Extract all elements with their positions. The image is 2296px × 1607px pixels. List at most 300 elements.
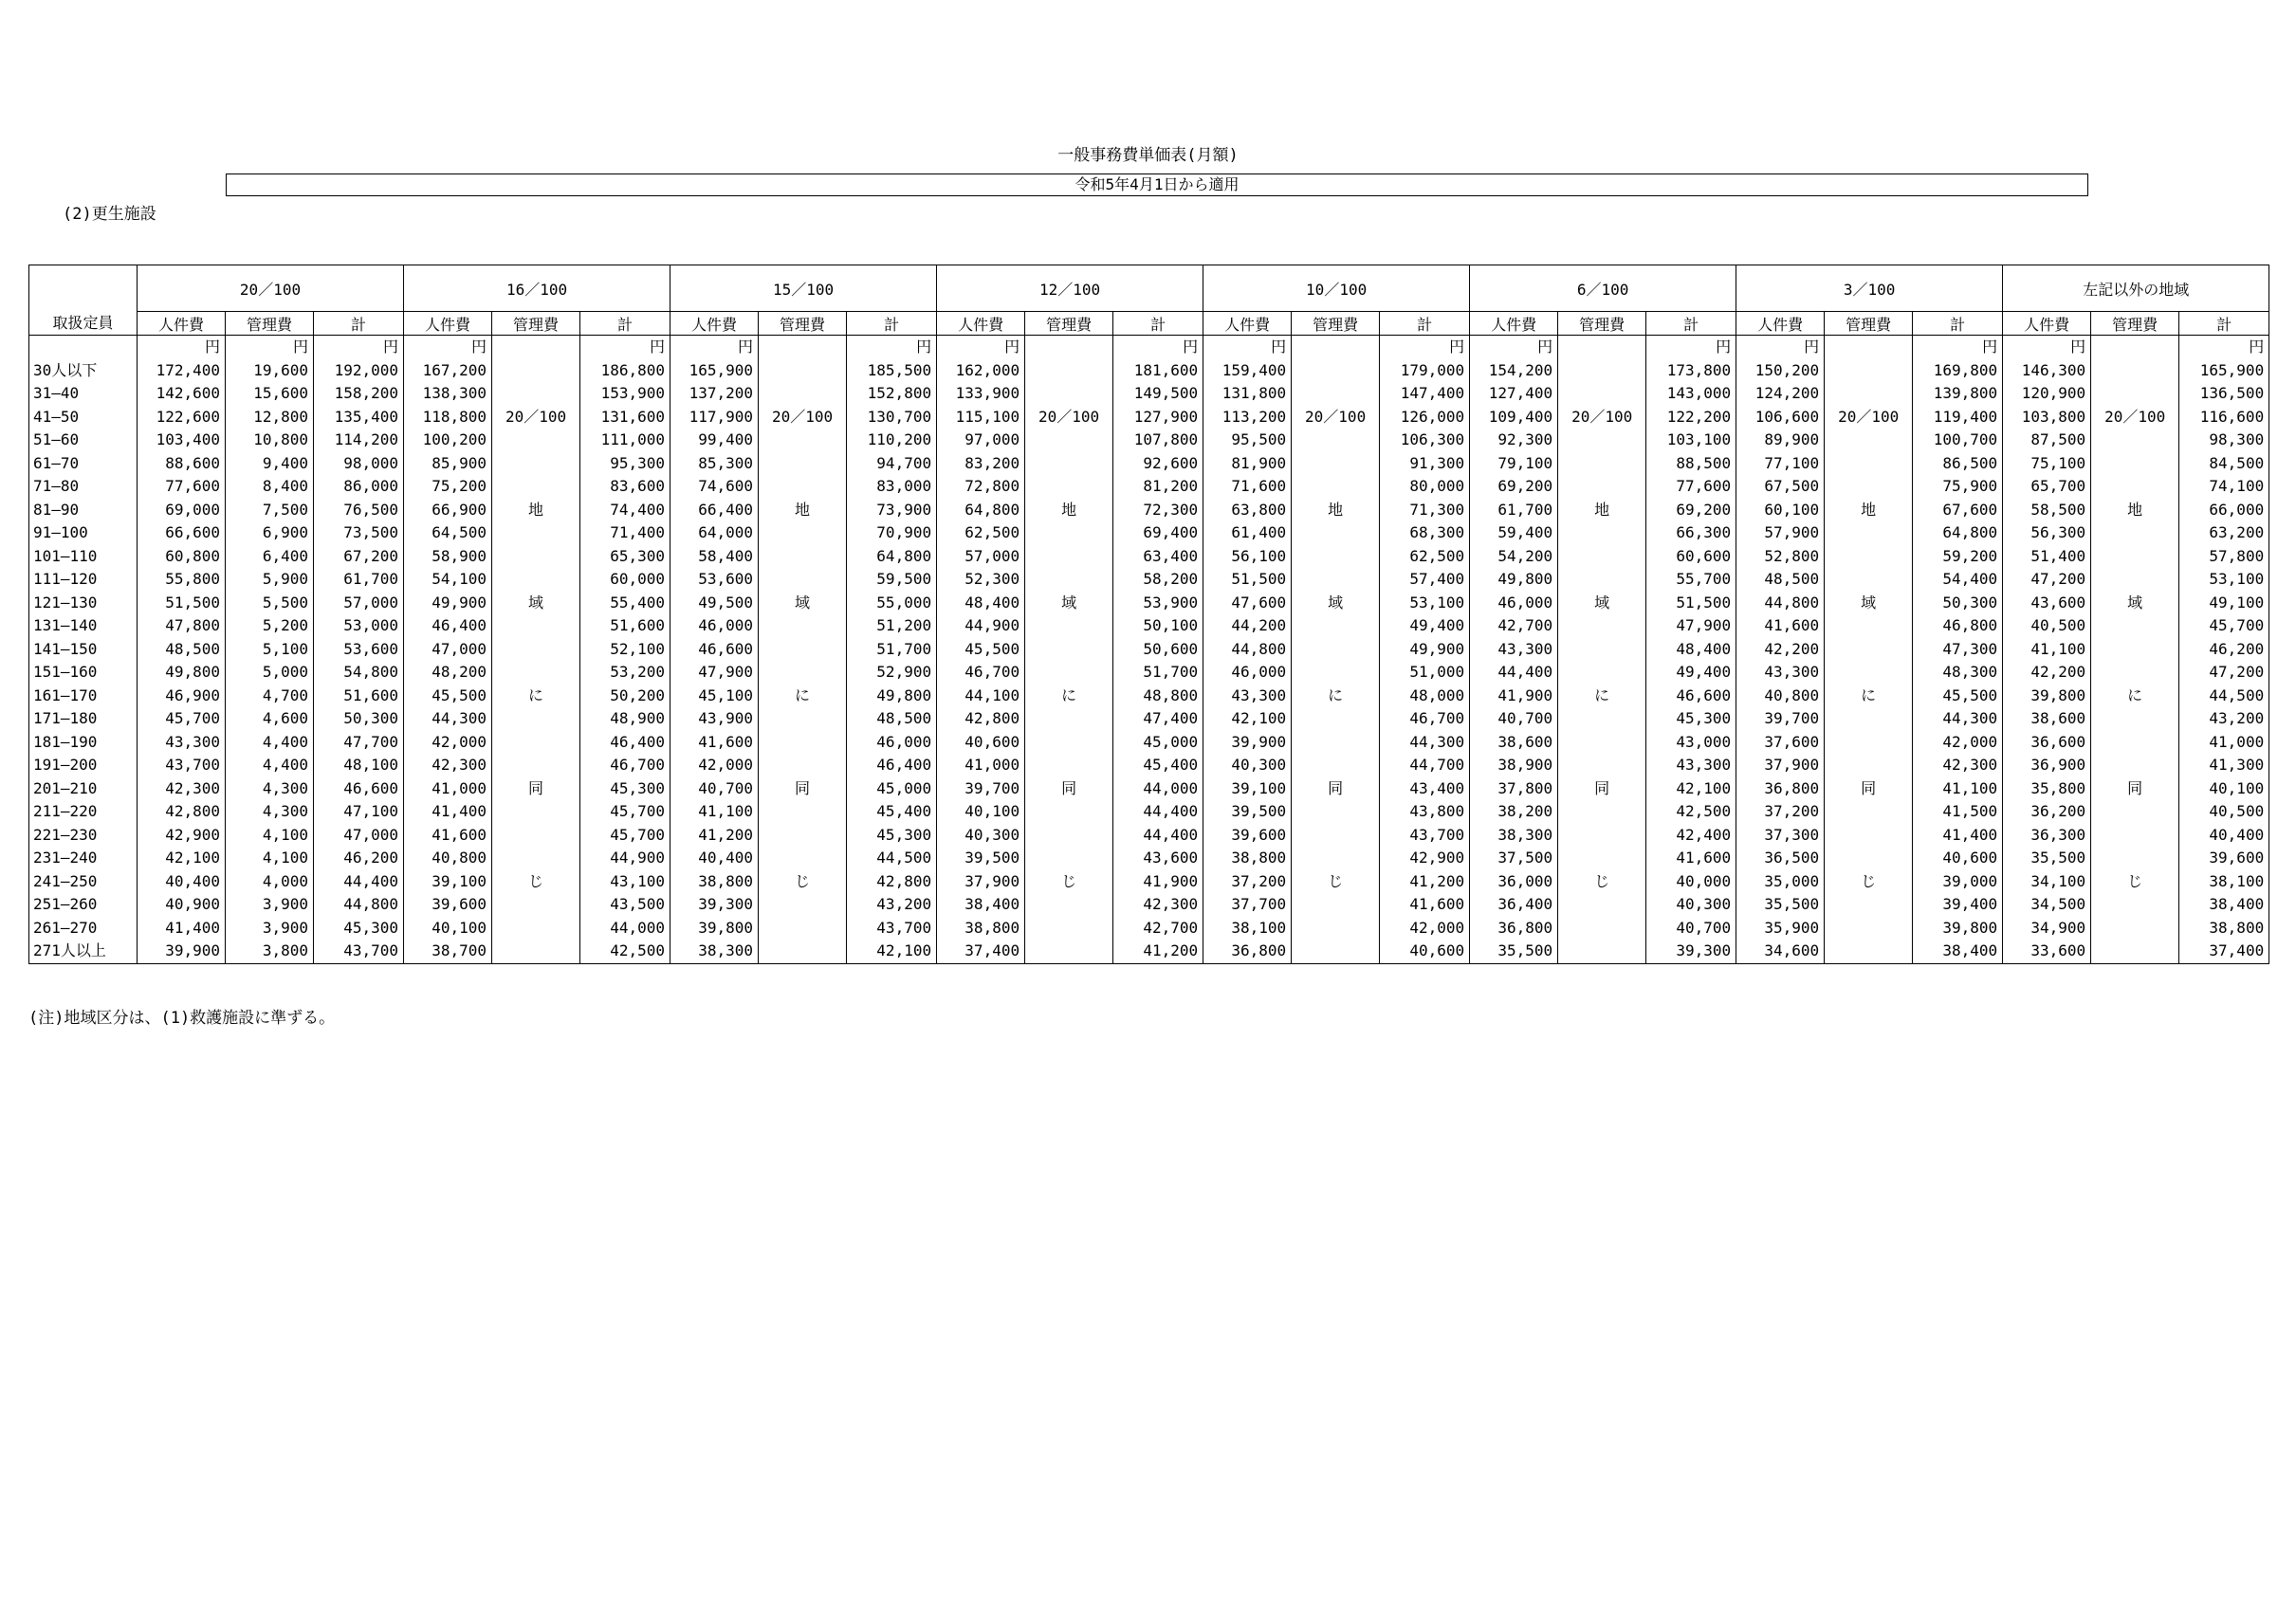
total-cell: 53,900 [1113, 592, 1203, 615]
personnel-cost-cell: 87,500 [2003, 429, 2091, 452]
total-cell: 48,400 [1646, 638, 1736, 662]
total-cell: 52,900 [847, 661, 937, 685]
total-cell [1646, 336, 1736, 383]
personnel-cost-cell: 81,900 [1203, 452, 1292, 476]
total-cell: 51,600 [314, 685, 404, 708]
management-cost-cell: 4,400 [226, 754, 314, 777]
capacity-label: 271人以上 [29, 940, 138, 963]
value: 181,600 [1133, 360, 1199, 379]
total-cell: 86,000 [314, 475, 404, 499]
total-cell: 83,600 [580, 475, 670, 499]
personnel-cost-cell: 66,600 [138, 521, 226, 545]
personnel-cost-cell: 36,900 [2003, 754, 2091, 777]
total-cell: 37,400 [2179, 940, 2269, 963]
personnel-cost-cell: 37,900 [1736, 754, 1825, 777]
management-cost-cell: 4,300 [226, 777, 314, 801]
management-cost-cell: 10,800 [226, 429, 314, 452]
value: 159,400 [1221, 360, 1287, 379]
total-cell: 41,400 [1913, 824, 2003, 848]
total-cell: 106,300 [1380, 429, 1470, 452]
total-cell: 63,200 [2179, 521, 2269, 545]
personnel-cost-cell: 40,600 [937, 731, 1025, 755]
total-cell: 116,600 [2179, 406, 2269, 429]
yen-unit: 円 [1004, 338, 1020, 356]
merged-management-cost [1292, 336, 1380, 964]
value: 186,800 [600, 360, 666, 379]
merged-management-rate: 20／100 [505, 407, 567, 426]
total-cell: 44,300 [1913, 707, 2003, 731]
total-cell: 43,200 [2179, 707, 2269, 731]
personnel-cost-cell: 71,600 [1203, 475, 1292, 499]
personnel-cost-cell: 41,200 [670, 824, 759, 848]
value: 146,300 [2021, 360, 2086, 379]
total-cell: 98,300 [2179, 429, 2269, 452]
personnel-cost-cell: 47,000 [404, 638, 492, 662]
merged-management-note-char: に [795, 685, 811, 704]
capacity-label: 91—100 [29, 521, 138, 545]
total-cell: 45,500 [1913, 685, 2003, 708]
personnel-cost-cell: 62,500 [937, 521, 1025, 545]
personnel-cost-cell: 74,600 [670, 475, 759, 499]
personnel-cost-cell: 37,200 [1736, 800, 1825, 824]
total-cell: 58,200 [1113, 568, 1203, 592]
personnel-cost-cell [1736, 336, 1825, 383]
merged-management-note-char: に [1061, 685, 1077, 704]
personnel-cost-cell: 39,800 [670, 917, 759, 940]
personnel-cost-cell: 40,700 [1470, 707, 1558, 731]
personnel-cost-cell: 38,900 [1470, 754, 1558, 777]
personnel-cost-cell: 109,400 [1470, 406, 1558, 429]
capacity-label: 81—90 [29, 499, 138, 522]
total-header: 計 [1113, 312, 1203, 336]
yen-unit: 円 [471, 338, 487, 356]
personnel-cost-cell: 69,200 [1470, 475, 1558, 499]
total-cell: 47,000 [314, 824, 404, 848]
total-cell: 59,500 [847, 568, 937, 592]
merged-management-note-char: 地 [795, 500, 811, 519]
personnel-cost-cell: 43,600 [2003, 592, 2091, 615]
total-cell: 41,900 [1113, 870, 1203, 894]
personnel-cost-cell: 92,300 [1470, 429, 1558, 452]
total-cell: 47,900 [1646, 614, 1736, 638]
table-row [29, 754, 2269, 777]
total-cell: 69,200 [1646, 499, 1736, 522]
total-cell: 51,700 [1113, 661, 1203, 685]
total-cell: 67,200 [314, 545, 404, 569]
personnel-cost-cell: 43,900 [670, 707, 759, 731]
personnel-cost-cell: 45,500 [404, 685, 492, 708]
personnel-cost-cell: 44,900 [937, 614, 1025, 638]
total-cell: 54,400 [1913, 568, 2003, 592]
yen-unit: 円 [1271, 338, 1287, 356]
total-cell: 48,500 [847, 707, 937, 731]
personnel-cost-cell: 46,600 [670, 638, 759, 662]
value: 162,000 [955, 360, 1020, 379]
personnel-cost-cell: 42,000 [670, 754, 759, 777]
total-cell: 66,000 [2179, 499, 2269, 522]
personnel-cost-cell: 51,500 [138, 592, 226, 615]
personnel-cost-cell: 89,900 [1736, 429, 1825, 452]
personnel-cost-cell: 41,000 [937, 754, 1025, 777]
total-cell: 42,800 [847, 870, 937, 894]
table-row [29, 614, 2269, 638]
management-cost-cell: 4,100 [226, 847, 314, 870]
personnel-cost-cell: 52,800 [1736, 545, 1825, 569]
merged-management-note-char: 域 [2127, 593, 2143, 612]
personnel-cost-cell: 42,000 [404, 731, 492, 755]
table-row [29, 336, 2269, 383]
personnel-cost-cell: 52,300 [937, 568, 1025, 592]
total-cell: 44,700 [1380, 754, 1470, 777]
total-cell: 47,400 [1113, 707, 1203, 731]
capacity-label: 241—250 [29, 870, 138, 894]
merged-management-note-char: に [2127, 685, 2143, 704]
total-cell: 69,400 [1113, 521, 1203, 545]
merged-management-rate: 20／100 [771, 407, 834, 426]
personnel-cost-cell: 36,800 [1203, 940, 1292, 963]
personnel-cost-cell: 43,300 [1736, 661, 1825, 685]
total-cell: 149,500 [1113, 382, 1203, 406]
total-cell: 76,500 [314, 499, 404, 522]
personnel-cost-cell: 41,900 [1470, 685, 1558, 708]
merged-management-cost [492, 336, 580, 964]
total-cell: 60,600 [1646, 545, 1736, 569]
personnel-cost-cell: 37,400 [937, 940, 1025, 963]
total-cell: 45,700 [580, 824, 670, 848]
management-cost-cell: 15,600 [226, 382, 314, 406]
personnel-cost-header: 人件費 [670, 312, 759, 336]
total-cell: 46,000 [847, 731, 937, 755]
personnel-cost-cell: 41,100 [670, 800, 759, 824]
total-cell: 40,500 [2179, 800, 2269, 824]
management-cost-cell: 4,600 [226, 707, 314, 731]
management-cost-header: 管理費 [2091, 312, 2179, 336]
total-cell [314, 336, 404, 383]
personnel-cost-cell: 137,200 [670, 382, 759, 406]
total-cell: 45,000 [847, 777, 937, 801]
capacity-label: 251—260 [29, 893, 138, 917]
capacity-label: 121—130 [29, 592, 138, 615]
region-group-header: 15／100 [670, 265, 937, 312]
total-cell: 55,400 [580, 592, 670, 615]
total-cell: 50,300 [314, 707, 404, 731]
personnel-cost-cell: 42,800 [138, 800, 226, 824]
total-cell: 46,200 [2179, 638, 2269, 662]
capacity-label: 30人以下 [29, 336, 138, 383]
management-cost-cell: 5,900 [226, 568, 314, 592]
personnel-cost-cell: 41,400 [138, 917, 226, 940]
personnel-cost-cell: 38,600 [2003, 707, 2091, 731]
total-cell: 158,200 [314, 382, 404, 406]
personnel-cost-cell: 124,200 [1736, 382, 1825, 406]
capacity-label: 181—190 [29, 731, 138, 755]
total-cell: 80,000 [1380, 475, 1470, 499]
merged-management-note-char: 同 [528, 778, 544, 797]
personnel-cost-cell: 46,000 [1203, 661, 1292, 685]
table-row [29, 429, 2269, 452]
personnel-cost-cell: 35,500 [1736, 893, 1825, 917]
total-cell: 44,900 [580, 847, 670, 870]
total-cell: 91,300 [1380, 452, 1470, 476]
yen-unit: 円 [1449, 338, 1465, 356]
personnel-cost-header: 人件費 [1736, 312, 1825, 336]
personnel-cost-cell: 63,800 [1203, 499, 1292, 522]
table-row [29, 777, 2269, 801]
personnel-cost-cell: 46,900 [138, 685, 226, 708]
value: 19,600 [253, 360, 308, 379]
management-cost-cell: 3,900 [226, 917, 314, 940]
total-cell: 127,900 [1113, 406, 1203, 429]
total-cell: 53,600 [314, 638, 404, 662]
total-cell: 45,400 [1113, 754, 1203, 777]
total-cell: 40,600 [1380, 940, 1470, 963]
personnel-cost-cell: 117,900 [670, 406, 759, 429]
personnel-cost-cell: 36,600 [2003, 731, 2091, 755]
merged-management-note-char: 地 [2127, 500, 2143, 519]
personnel-cost-cell: 95,500 [1203, 429, 1292, 452]
personnel-cost-cell: 40,400 [670, 847, 759, 870]
yen-unit: 円 [2249, 338, 2265, 356]
personnel-cost-cell: 36,800 [1470, 917, 1558, 940]
total-cell: 65,300 [580, 545, 670, 569]
total-cell: 92,600 [1113, 452, 1203, 476]
personnel-cost-cell: 33,600 [2003, 940, 2091, 963]
personnel-cost-cell: 39,800 [2003, 685, 2091, 708]
personnel-cost-cell: 103,400 [138, 429, 226, 452]
personnel-cost-cell: 38,300 [670, 940, 759, 963]
total-cell: 45,700 [580, 800, 670, 824]
table-row [29, 382, 2269, 406]
total-cell: 49,800 [847, 685, 937, 708]
section-heading: (2)更生施設 [63, 205, 156, 224]
total-cell: 72,300 [1113, 499, 1203, 522]
total-cell: 60,000 [580, 568, 670, 592]
total-cell: 55,000 [847, 592, 937, 615]
total-cell: 49,900 [1380, 638, 1470, 662]
personnel-cost-cell: 38,100 [1203, 917, 1292, 940]
yen-unit: 円 [738, 338, 754, 356]
total-cell: 49,400 [1646, 661, 1736, 685]
capacity-label: 131—140 [29, 614, 138, 638]
personnel-cost-cell: 48,500 [138, 638, 226, 662]
personnel-cost-cell: 48,400 [937, 592, 1025, 615]
personnel-cost-cell: 42,100 [1203, 707, 1292, 731]
personnel-cost-cell: 41,000 [404, 777, 492, 801]
personnel-cost-cell: 127,400 [1470, 382, 1558, 406]
total-cell: 94,700 [847, 452, 937, 476]
personnel-cost-cell: 40,100 [937, 800, 1025, 824]
personnel-cost-cell: 43,300 [138, 731, 226, 755]
total-cell: 51,200 [847, 614, 937, 638]
management-cost-cell: 5,500 [226, 592, 314, 615]
total-cell: 45,300 [847, 824, 937, 848]
total-cell: 122,200 [1646, 406, 1736, 429]
total-cell: 153,900 [580, 382, 670, 406]
management-cost-cell [226, 336, 314, 383]
capacity-label: 71—80 [29, 475, 138, 499]
management-cost-cell: 6,900 [226, 521, 314, 545]
personnel-cost-cell: 46,000 [1470, 592, 1558, 615]
capacity-label: 221—230 [29, 824, 138, 848]
merged-management-note-char: じ [1861, 871, 1877, 890]
table-row [29, 685, 2269, 708]
total-cell: 44,400 [1113, 824, 1203, 848]
total-cell: 61,700 [314, 568, 404, 592]
personnel-cost-cell: 118,800 [404, 406, 492, 429]
total-cell: 49,400 [1380, 614, 1470, 638]
personnel-cost-cell: 99,400 [670, 429, 759, 452]
value: 165,900 [689, 360, 754, 379]
personnel-cost-cell: 72,800 [937, 475, 1025, 499]
total-cell: 152,800 [847, 382, 937, 406]
total-cell: 67,600 [1913, 499, 2003, 522]
personnel-cost-cell: 40,900 [138, 893, 226, 917]
personnel-cost-cell: 44,800 [1203, 638, 1292, 662]
table-row [29, 592, 2269, 615]
total-cell: 42,700 [1113, 917, 1203, 940]
personnel-cost-cell: 58,500 [2003, 499, 2091, 522]
personnel-cost-cell: 36,800 [1736, 777, 1825, 801]
capacity-label: 201—210 [29, 777, 138, 801]
personnel-cost-cell: 53,600 [670, 568, 759, 592]
total-cell [2179, 336, 2269, 383]
personnel-cost-cell: 38,200 [1470, 800, 1558, 824]
personnel-cost-cell: 39,900 [1203, 731, 1292, 755]
personnel-cost-cell: 35,500 [1470, 940, 1558, 963]
total-cell: 40,700 [1646, 917, 1736, 940]
personnel-cost-cell: 115,100 [937, 406, 1025, 429]
total-cell: 64,800 [847, 545, 937, 569]
personnel-cost-cell: 47,900 [670, 661, 759, 685]
personnel-cost-cell: 41,600 [1736, 614, 1825, 638]
personnel-cost-cell: 49,800 [1470, 568, 1558, 592]
management-cost-header: 管理費 [1292, 312, 1380, 336]
total-cell: 42,300 [1913, 754, 2003, 777]
yen-unit: 円 [916, 338, 932, 356]
personnel-cost-cell: 69,000 [138, 499, 226, 522]
personnel-cost-cell: 100,200 [404, 429, 492, 452]
personnel-cost-header: 人件費 [1203, 312, 1292, 336]
personnel-cost-cell: 142,600 [138, 382, 226, 406]
personnel-cost-cell [404, 336, 492, 383]
management-cost-header: 管理費 [1825, 312, 1913, 336]
personnel-cost-cell: 46,700 [937, 661, 1025, 685]
personnel-cost-cell: 51,500 [1203, 568, 1292, 592]
total-cell: 41,200 [1380, 870, 1470, 894]
table-row [29, 638, 2269, 662]
table-row [29, 847, 2269, 870]
merged-management-cost [1558, 336, 1646, 964]
personnel-cost-cell: 38,800 [937, 917, 1025, 940]
total-cell: 39,000 [1913, 870, 2003, 894]
capacity-label: 151—160 [29, 661, 138, 685]
capacity-label: 141—150 [29, 638, 138, 662]
value: 154,200 [1488, 360, 1553, 379]
total-header: 計 [2179, 312, 2269, 336]
total-header: 計 [580, 312, 670, 336]
capacity-label: 41—50 [29, 406, 138, 429]
personnel-cost-cell: 85,900 [404, 452, 492, 476]
total-cell: 44,800 [314, 893, 404, 917]
personnel-cost-cell [2003, 336, 2091, 383]
total-cell: 42,000 [1380, 917, 1470, 940]
total-cell: 45,300 [314, 917, 404, 940]
table-row [29, 521, 2269, 545]
total-cell: 42,400 [1646, 824, 1736, 848]
total-cell: 136,500 [2179, 382, 2269, 406]
personnel-cost-cell: 40,400 [138, 870, 226, 894]
total-cell: 57,000 [314, 592, 404, 615]
total-cell: 75,900 [1913, 475, 2003, 499]
personnel-cost-cell: 46,400 [404, 614, 492, 638]
total-cell: 46,400 [580, 731, 670, 755]
personnel-cost-cell: 38,800 [1203, 847, 1292, 870]
personnel-cost-cell: 113,200 [1203, 406, 1292, 429]
total-cell: 100,700 [1913, 429, 2003, 452]
personnel-cost-cell: 39,500 [937, 847, 1025, 870]
region-group-header: 3／100 [1736, 265, 2003, 312]
personnel-cost-cell: 42,200 [1736, 638, 1825, 662]
management-cost-header: 管理費 [226, 312, 314, 336]
total-cell: 45,300 [580, 777, 670, 801]
personnel-cost-cell: 61,400 [1203, 521, 1292, 545]
total-cell: 77,600 [1646, 475, 1736, 499]
table-row [29, 870, 2269, 894]
total-cell: 57,800 [2179, 545, 2269, 569]
total-cell: 41,600 [1646, 847, 1736, 870]
personnel-cost-cell: 42,800 [937, 707, 1025, 731]
total-cell: 44,400 [1113, 800, 1203, 824]
personnel-cost-cell: 34,100 [2003, 870, 2091, 894]
capacity-label: 211—220 [29, 800, 138, 824]
total-cell: 44,300 [1380, 731, 1470, 755]
yen-unit: 円 [1982, 338, 1998, 356]
total-header: 計 [1913, 312, 2003, 336]
total-cell: 57,400 [1380, 568, 1470, 592]
total-cell: 53,100 [1380, 592, 1470, 615]
region-group-header: 10／100 [1203, 265, 1470, 312]
capacity-label: 261—270 [29, 917, 138, 940]
total-cell: 50,600 [1113, 638, 1203, 662]
personnel-cost-cell: 75,100 [2003, 452, 2091, 476]
total-cell: 45,700 [2179, 614, 2269, 638]
personnel-cost-cell: 46,000 [670, 614, 759, 638]
merged-management-note-char: じ [1328, 871, 1344, 890]
management-cost-cell: 5,100 [226, 638, 314, 662]
total-cell: 39,400 [1913, 893, 2003, 917]
total-cell: 39,600 [2179, 847, 2269, 870]
personnel-cost-cell: 38,800 [670, 870, 759, 894]
total-cell: 48,100 [314, 754, 404, 777]
personnel-cost-cell: 35,800 [2003, 777, 2091, 801]
corner-header: 取扱定員 [29, 265, 138, 336]
table-row [29, 545, 2269, 569]
total-cell: 46,700 [580, 754, 670, 777]
management-cost-cell: 6,400 [226, 545, 314, 569]
total-cell: 51,700 [847, 638, 937, 662]
total-cell: 43,100 [580, 870, 670, 894]
personnel-cost-cell: 39,100 [1203, 777, 1292, 801]
merged-management-note-char: 域 [795, 593, 811, 612]
personnel-cost-cell: 77,100 [1736, 452, 1825, 476]
management-cost-cell: 3,800 [226, 940, 314, 963]
region-group-header: 20／100 [138, 265, 404, 312]
personnel-cost-cell: 39,600 [1203, 824, 1292, 848]
value: 165,900 [2199, 360, 2265, 379]
personnel-cost-header: 人件費 [937, 312, 1025, 336]
personnel-cost-cell: 79,100 [1470, 452, 1558, 476]
merged-management-rate: 20／100 [1038, 407, 1100, 426]
